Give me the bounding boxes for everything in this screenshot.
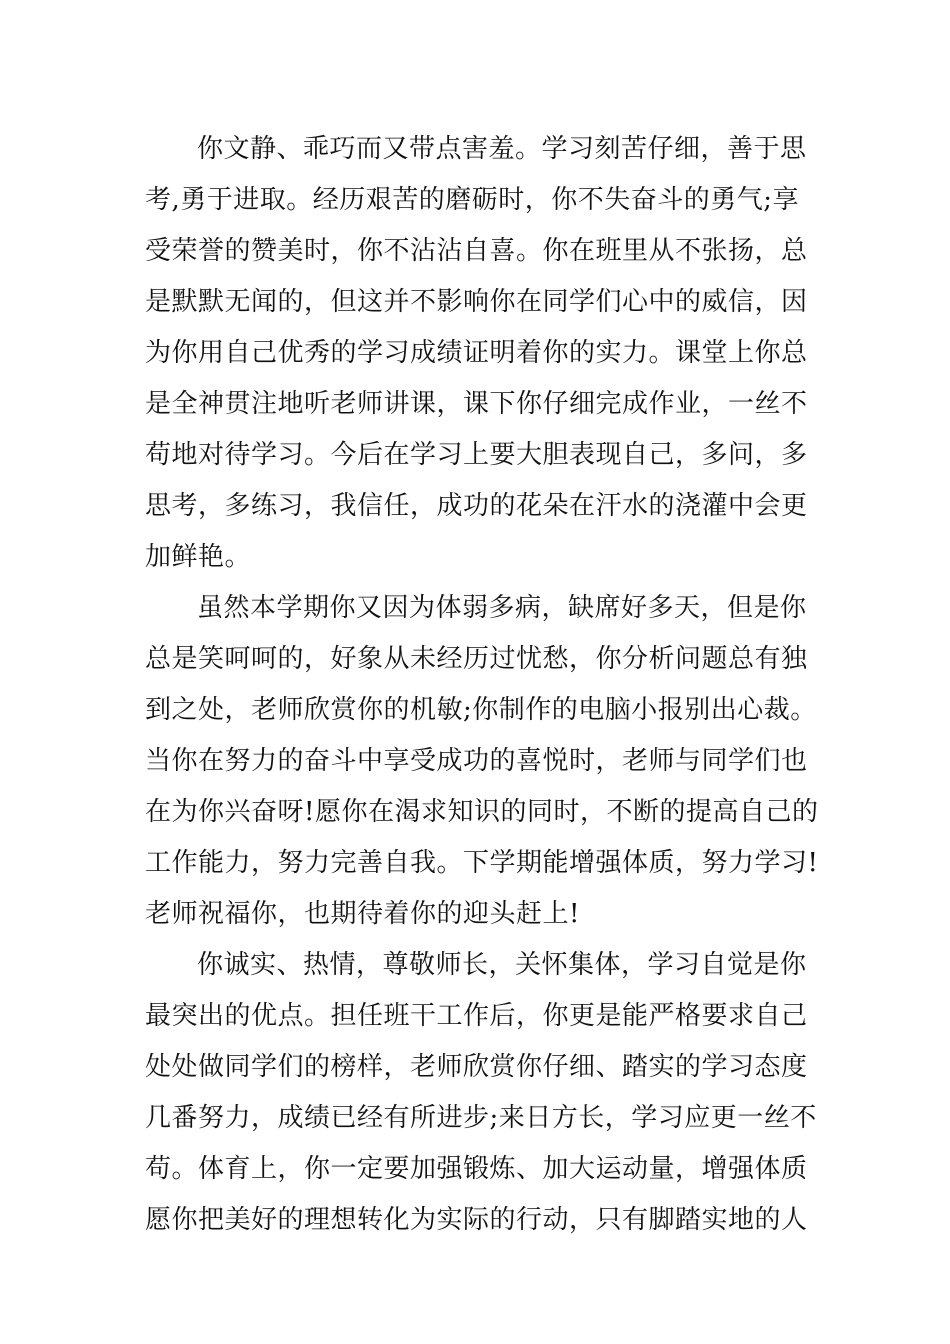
text-line: 到之处，老师欣赏你的机敏;你制作的电脑小报别出心裁。	[145, 695, 817, 725]
text-line: 处处做同学们的榜样，老师欣赏你仔细、踏实的学习态度	[145, 1052, 808, 1082]
text-line: 思考，多练习，我信任，成功的花朵在汗水的浇灌中会更	[145, 491, 808, 521]
text-line: 最突出的优点。担任班干工作后，你更是能严格要求自己	[145, 1001, 808, 1031]
text-line: 在为你兴奋呀!愿你在渴求知识的同时，不断的提高自己的	[145, 797, 819, 827]
text-line: 为你用自己优秀的学习成绩证明着你的实力。课堂上你总	[145, 338, 808, 368]
paragraph-1	[145, 124, 807, 583]
text-line: 受荣誉的赞美时，你不沾沾自喜。你在班里从不张扬，总	[145, 236, 808, 266]
text-line: 几番努力，成绩已经有所进步;来日方长，学习应更一丝不	[145, 1103, 817, 1133]
text-line: 愿你把美好的理想转化为实际的行动，只有脚踏实地的人	[145, 1205, 808, 1235]
paragraph-3	[145, 940, 817, 1246]
text-line: 当你在努力的奋斗中享受成功的喜悦时，老师与同学们也	[145, 746, 808, 776]
text-line: 工作能力，努力完善自我。下学期能增强体质，努力学习!	[145, 848, 819, 878]
document-body	[145, 124, 819, 1246]
text-line: 虽然本学期你又因为体弱多病，缺席好多天，但是你	[197, 593, 807, 623]
text-line: 加鲜艳。	[145, 542, 252, 572]
paragraph-2	[145, 583, 819, 940]
text-line: 考,勇于进取。经历艰苦的磨砺时，你不失奋斗的勇气;享	[145, 185, 800, 215]
text-line: 苟地对待学习。今后在学习上要大胆表现自己，多问，多	[145, 440, 808, 470]
text-line: 你文静、乖巧而又带点害羞。学习刻苦仔细，善于思	[197, 134, 807, 164]
text-line: 总是笑呵呵的，好象从未经历过忧愁，你分析问题总有独	[145, 644, 808, 674]
text-line: 你诚实、热情，尊敬师长，关怀集体，学习自觉是你	[197, 950, 807, 980]
text-line: 是全神贯注地听老师讲课，课下你仔细完成作业，一丝不	[145, 389, 808, 419]
text-line: 是默默无闻的，但这并不影响你在同学们心中的威信，因	[145, 287, 808, 317]
text-line: 老师祝福你，也期待着你的迎头赶上!	[145, 899, 580, 929]
text-line: 苟。体育上，你一定要加强锻炼、加大运动量，增强体质	[145, 1154, 808, 1184]
